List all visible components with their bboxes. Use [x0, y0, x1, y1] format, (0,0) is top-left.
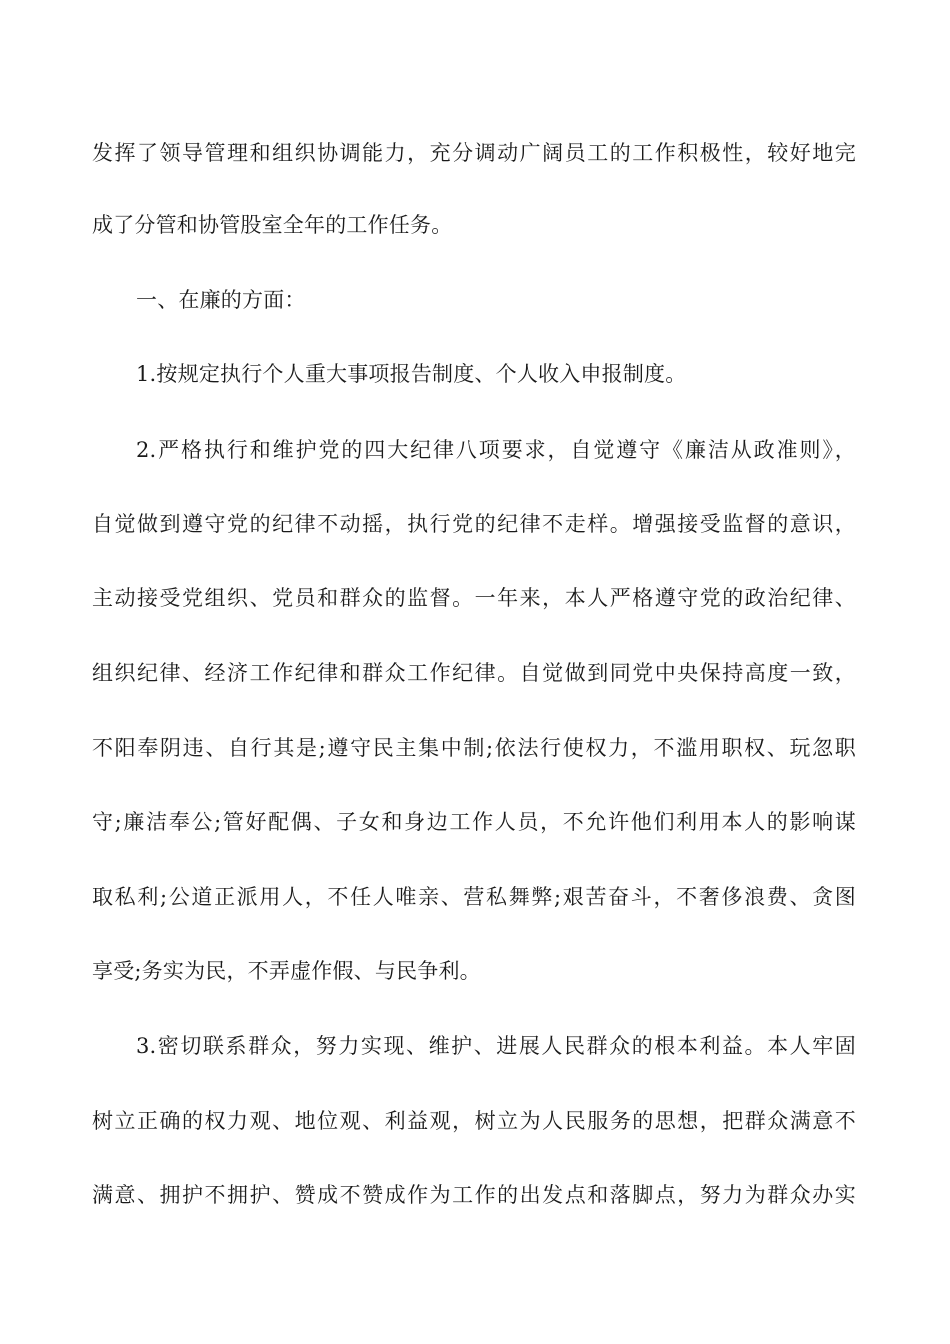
list-item-3: 3.密切联系群众，努力实现、维护、进展人民群众的根本利益。本人牢固 [136, 1034, 856, 1058]
section-heading: 一、在廉的方面： [136, 288, 306, 312]
list-item-1: 1.按规定执行个人重大事项报告制度、个人收入申报制度。 [136, 362, 687, 386]
text-line-10: 守;廉洁奉公;管好配偶、子女和身边工作人员，不允许他们利用本人的影响谋 [92, 810, 856, 834]
text-line-14: 树立正确的权力观、地位观、利益观，树立为人民服务的思想，把群众满意不 [92, 1109, 856, 1133]
text-line-11: 取私利;公道正派用人，不任人唯亲、营私舞弊;艰苦奋斗，不奢侈浪费、贪图 [92, 885, 856, 909]
text-line-8: 组织纪律、经济工作纪律和群众工作纪律。自觉做到同党中央保持高度一致， [92, 661, 856, 685]
text-line-9: 不阳奉阴违、自行其是;遵守民主集中制;依法行使权力，不滥用职权、玩忽职 [92, 736, 856, 760]
list-item-2: 2.严格执行和维护党的四大纪律八项要求，自觉遵守《廉洁从政准则》， [136, 438, 856, 462]
text-line-15: 满意、拥护不拥护、赞成不赞成作为工作的出发点和落脚点，努力为群众办实 [92, 1183, 856, 1207]
text-line-2: 成了分管和协管股室全年的工作任务。 [92, 213, 453, 237]
text-line-6: 自觉做到遵守党的纪律不动摇，执行党的纪律不走样。增强接受监督的意识， [92, 512, 856, 536]
text-line-7: 主动接受党组织、党员和群众的监督。一年来，本人严格遵守党的政治纪律、 [92, 586, 856, 610]
text-line-1: 发挥了领导管理和组织协调能力，充分调动广阔员工的工作积极性，较好地完 [92, 141, 856, 165]
text-line-12: 享受;务实为民，不弄虚作假、与民争利。 [92, 959, 481, 983]
